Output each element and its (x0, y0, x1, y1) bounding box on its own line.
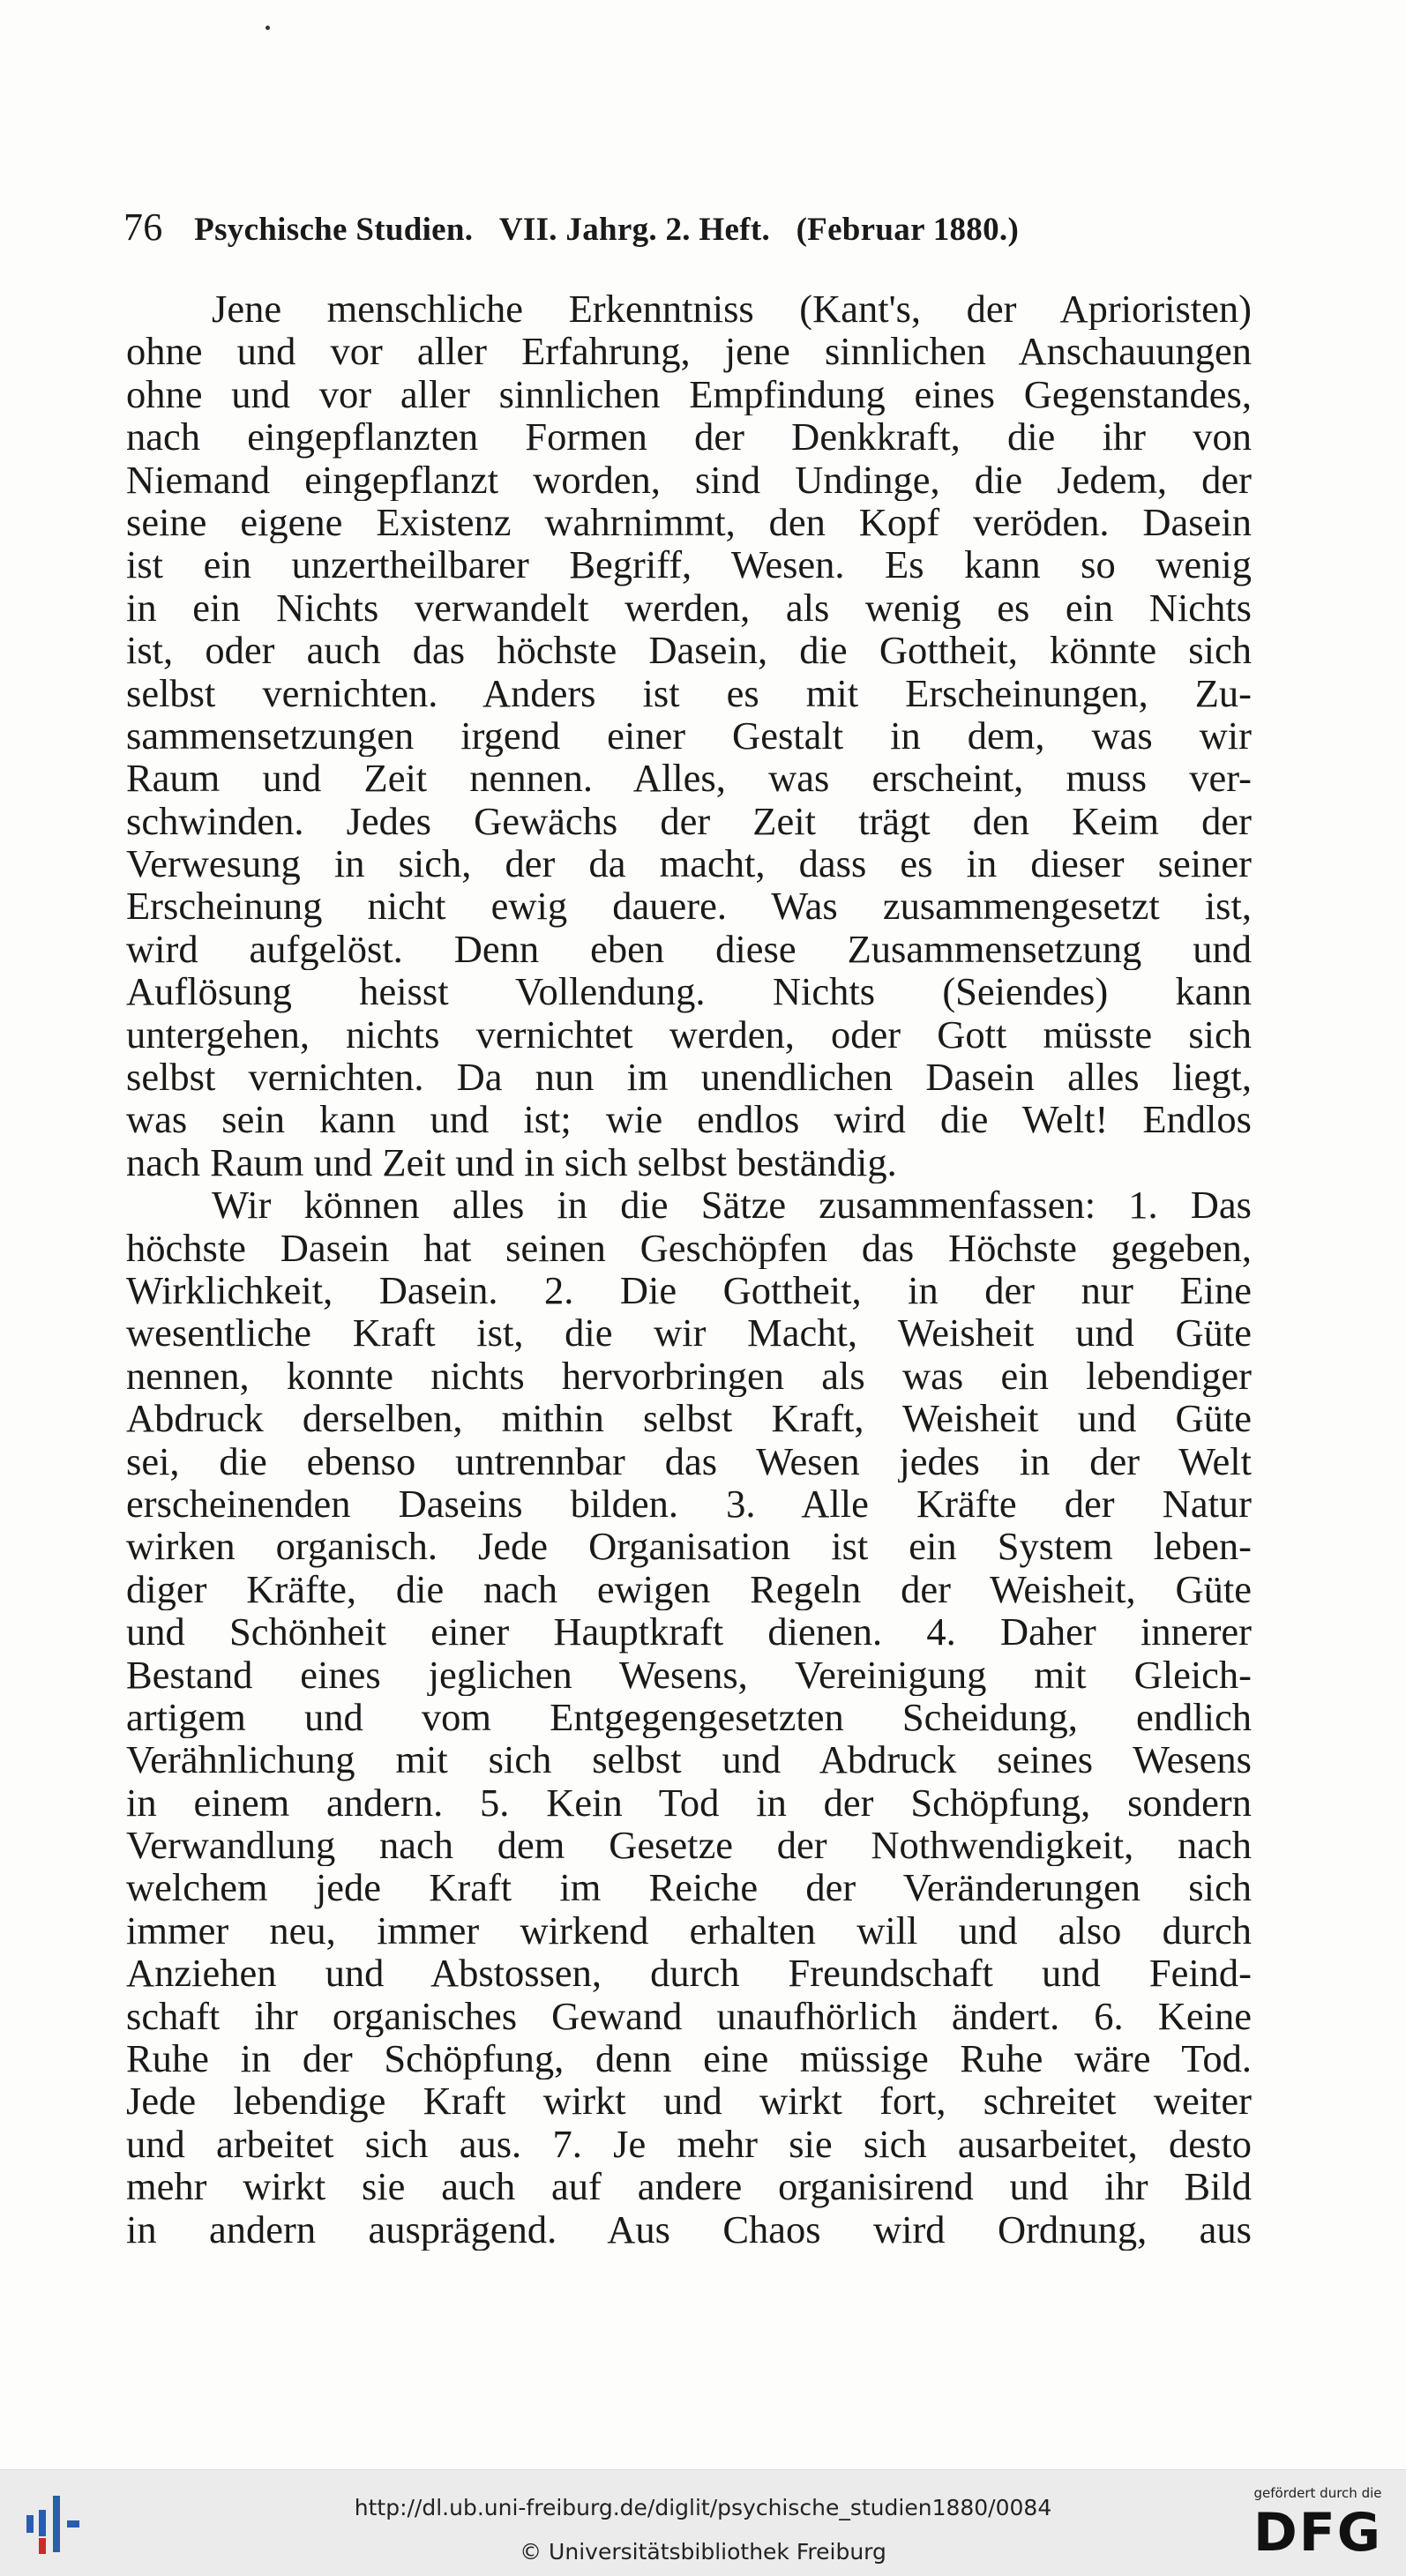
text-line: und arbeitet sich aus. 7. Je mehr sie sich ausarbeitet, desto (126, 2122, 1252, 2166)
issue-date: (Februar 1880.) (796, 212, 1020, 248)
text-line: in einem andern. 5. Kein Tod in der Schöpfung, sondern (126, 1781, 1252, 1825)
text-line: Raum und Zeit nennen. Alles, was erscheint, muss ver- (126, 757, 1252, 800)
text-line: ist ein unzertheilbarer Begriff, Wesen. Es kann so wenig (126, 543, 1252, 586)
text-line: seine eigene Existenz wahrnimmt, den Kopf veröden. Dasein (126, 500, 1252, 544)
text-line: schwinden. Jedes Gewächs der Zeit trägt den Keim der (126, 799, 1252, 843)
text-line: in ein Nichts verwandelt werden, als wenig es ein Nichts (126, 586, 1252, 630)
text-line: Bestand eines jeglichen Wesens, Vereinigung mit Gleich- (126, 1653, 1252, 1696)
text-line: Auflösung heisst Vollendung. Nichts (Seiendes) kann (126, 970, 1252, 1013)
text-line: mehr wirkt sie auch auf andere organisirend und ihr Bild (126, 2165, 1252, 2208)
text-line: immer neu, immer wirkend erhalten will und also durch (126, 1908, 1252, 1953)
text-line: selbst vernichten. Anders ist es mit Erscheinungen, Zu- (126, 671, 1252, 714)
text-line: Wir können alles in die Sätze zusammenfassen: 1. Das (212, 1183, 1252, 1227)
text-line: was sein kann und ist; wie endlos wird die Welt! Endlos (126, 1098, 1252, 1141)
text-line: ohne und vor aller sinnlichen Empfindung eines Gegenstandes, (126, 372, 1252, 416)
text-line: in andern ausprägend. Aus Chaos wird Ordnung, aus (126, 2207, 1252, 2251)
text-line: ist, oder auch das höchste Dasein, die Gottheit, könnte sich (126, 629, 1252, 672)
permalink-url[interactable]: http://dl.ub.uni-freiburg.de/diglit/psychische_studien1880/0084 (354, 2495, 1052, 2520)
journal-volume: VII. Jahrg. 2. Heft. (498, 212, 770, 248)
journal-title: Psychische Studien. (194, 212, 474, 248)
copyright-notice: © Universitätsbibliothek Freiburg (520, 2539, 886, 2565)
dfg-logo-mark: DFG (1253, 2502, 1383, 2564)
text-line: artigem und vom Entgegengesetzten Scheidung, endlich (126, 1695, 1252, 1739)
text-line: sei, die ebenso untrennbar das Wesen jedes in der Welt (126, 1439, 1252, 1482)
text-line: Verähnlichung mit sich selbst und Abdruck seines Wesens (126, 1738, 1252, 1781)
text-line: Jede lebendige Kraft wirkt und wirkt fort, schreitet weiter (126, 2079, 1252, 2123)
dfg-logo[interactable] (1238, 2485, 1397, 2568)
text-line: wirken organisch. Jede Organisation ist ein System leben- (126, 1525, 1252, 1568)
text-line: Erscheinung nicht ewig dauere. Was zusammengesetzt ist, (126, 885, 1252, 928)
text-line: wird aufgelöst. Denn eben diese Zusammensetzung und (126, 927, 1252, 971)
running-header (123, 205, 1164, 250)
text-line: Ruhe in der Schöpfung, denn eine müssige Ruhe wäre Tod. (126, 2037, 1252, 2080)
text-line: und Schönheit einer Hauptkraft dienen. 4. Daher innerer (126, 1610, 1252, 1654)
text-line: sammensetzungen irgend einer Gestalt in dem, was wir (126, 713, 1252, 758)
text-line: welchem jede Kraft im Reiche der Veränderungen sich (126, 1866, 1252, 1909)
text-line: selbst vernichten. Da nun im unendlichen Dasein alles liegt, (126, 1056, 1252, 1099)
text-line: Verwandlung nach dem Gesetze der Nothwendigkeit, nach (126, 1824, 1252, 1867)
text-line: Abdruck derselben, mithin selbst Kraft, Weisheit und Güte (126, 1397, 1252, 1440)
dfg-caption: gefördert durch die (1253, 2485, 1382, 2501)
text-line: nach eingepflanzten Formen der Denkkraft, die ihr von (126, 415, 1252, 459)
text-line: höchste Dasein hat seinen Geschöpfen das Höchste gegeben, (126, 1226, 1252, 1269)
text-line: Wirklichkeit, Dasein. 2. Die Gottheit, in der nur Eine (126, 1268, 1252, 1312)
text-line: diger Kräfte, die nach ewigen Regeln der Weisheit, Güte (126, 1567, 1252, 1611)
text-line: wesentliche Kraft ist, die wir Macht, Weisheit und Güte (126, 1311, 1252, 1355)
text-line: ohne und vor aller Erfahrung, jene sinnlichen Anschauungen (126, 330, 1252, 373)
text-line: Jene menschliche Erkenntniss (Kant's, der Aprioristen) (212, 287, 1252, 331)
text-line: schaft ihr organisches Gewand unaufhörlich ändert. 6. Keine (126, 1994, 1252, 2038)
text-line: untergehen, nichts vernichtet werden, oder Gott müsste sich (126, 1012, 1252, 1057)
text-line: nennen, konnte nichts hervorbringen als was ein lebendiger (126, 1354, 1252, 1398)
viewer-footer (0, 2469, 1406, 2576)
speck-mark (265, 26, 270, 30)
text-line: Niemand eingepflanzt worden, sind Undinge, die Jedem, der (126, 458, 1252, 501)
body-text (126, 287, 1252, 2251)
text-line: Anziehen und Abstossen, durch Freundschaft und Feind- (126, 1952, 1252, 1995)
text-line: Verwesung in sich, der da macht, dass es in dieser seiner (126, 842, 1252, 885)
text-line: nach Raum und Zeit und in sich selbst beständig. (126, 1140, 897, 1184)
ub-freiburg-logo-icon[interactable] (21, 2489, 92, 2559)
text-line: erscheinenden Daseins bilden. 3. Alle Kräfte der Natur (126, 1482, 1252, 1526)
page-number: 76 (123, 205, 163, 249)
